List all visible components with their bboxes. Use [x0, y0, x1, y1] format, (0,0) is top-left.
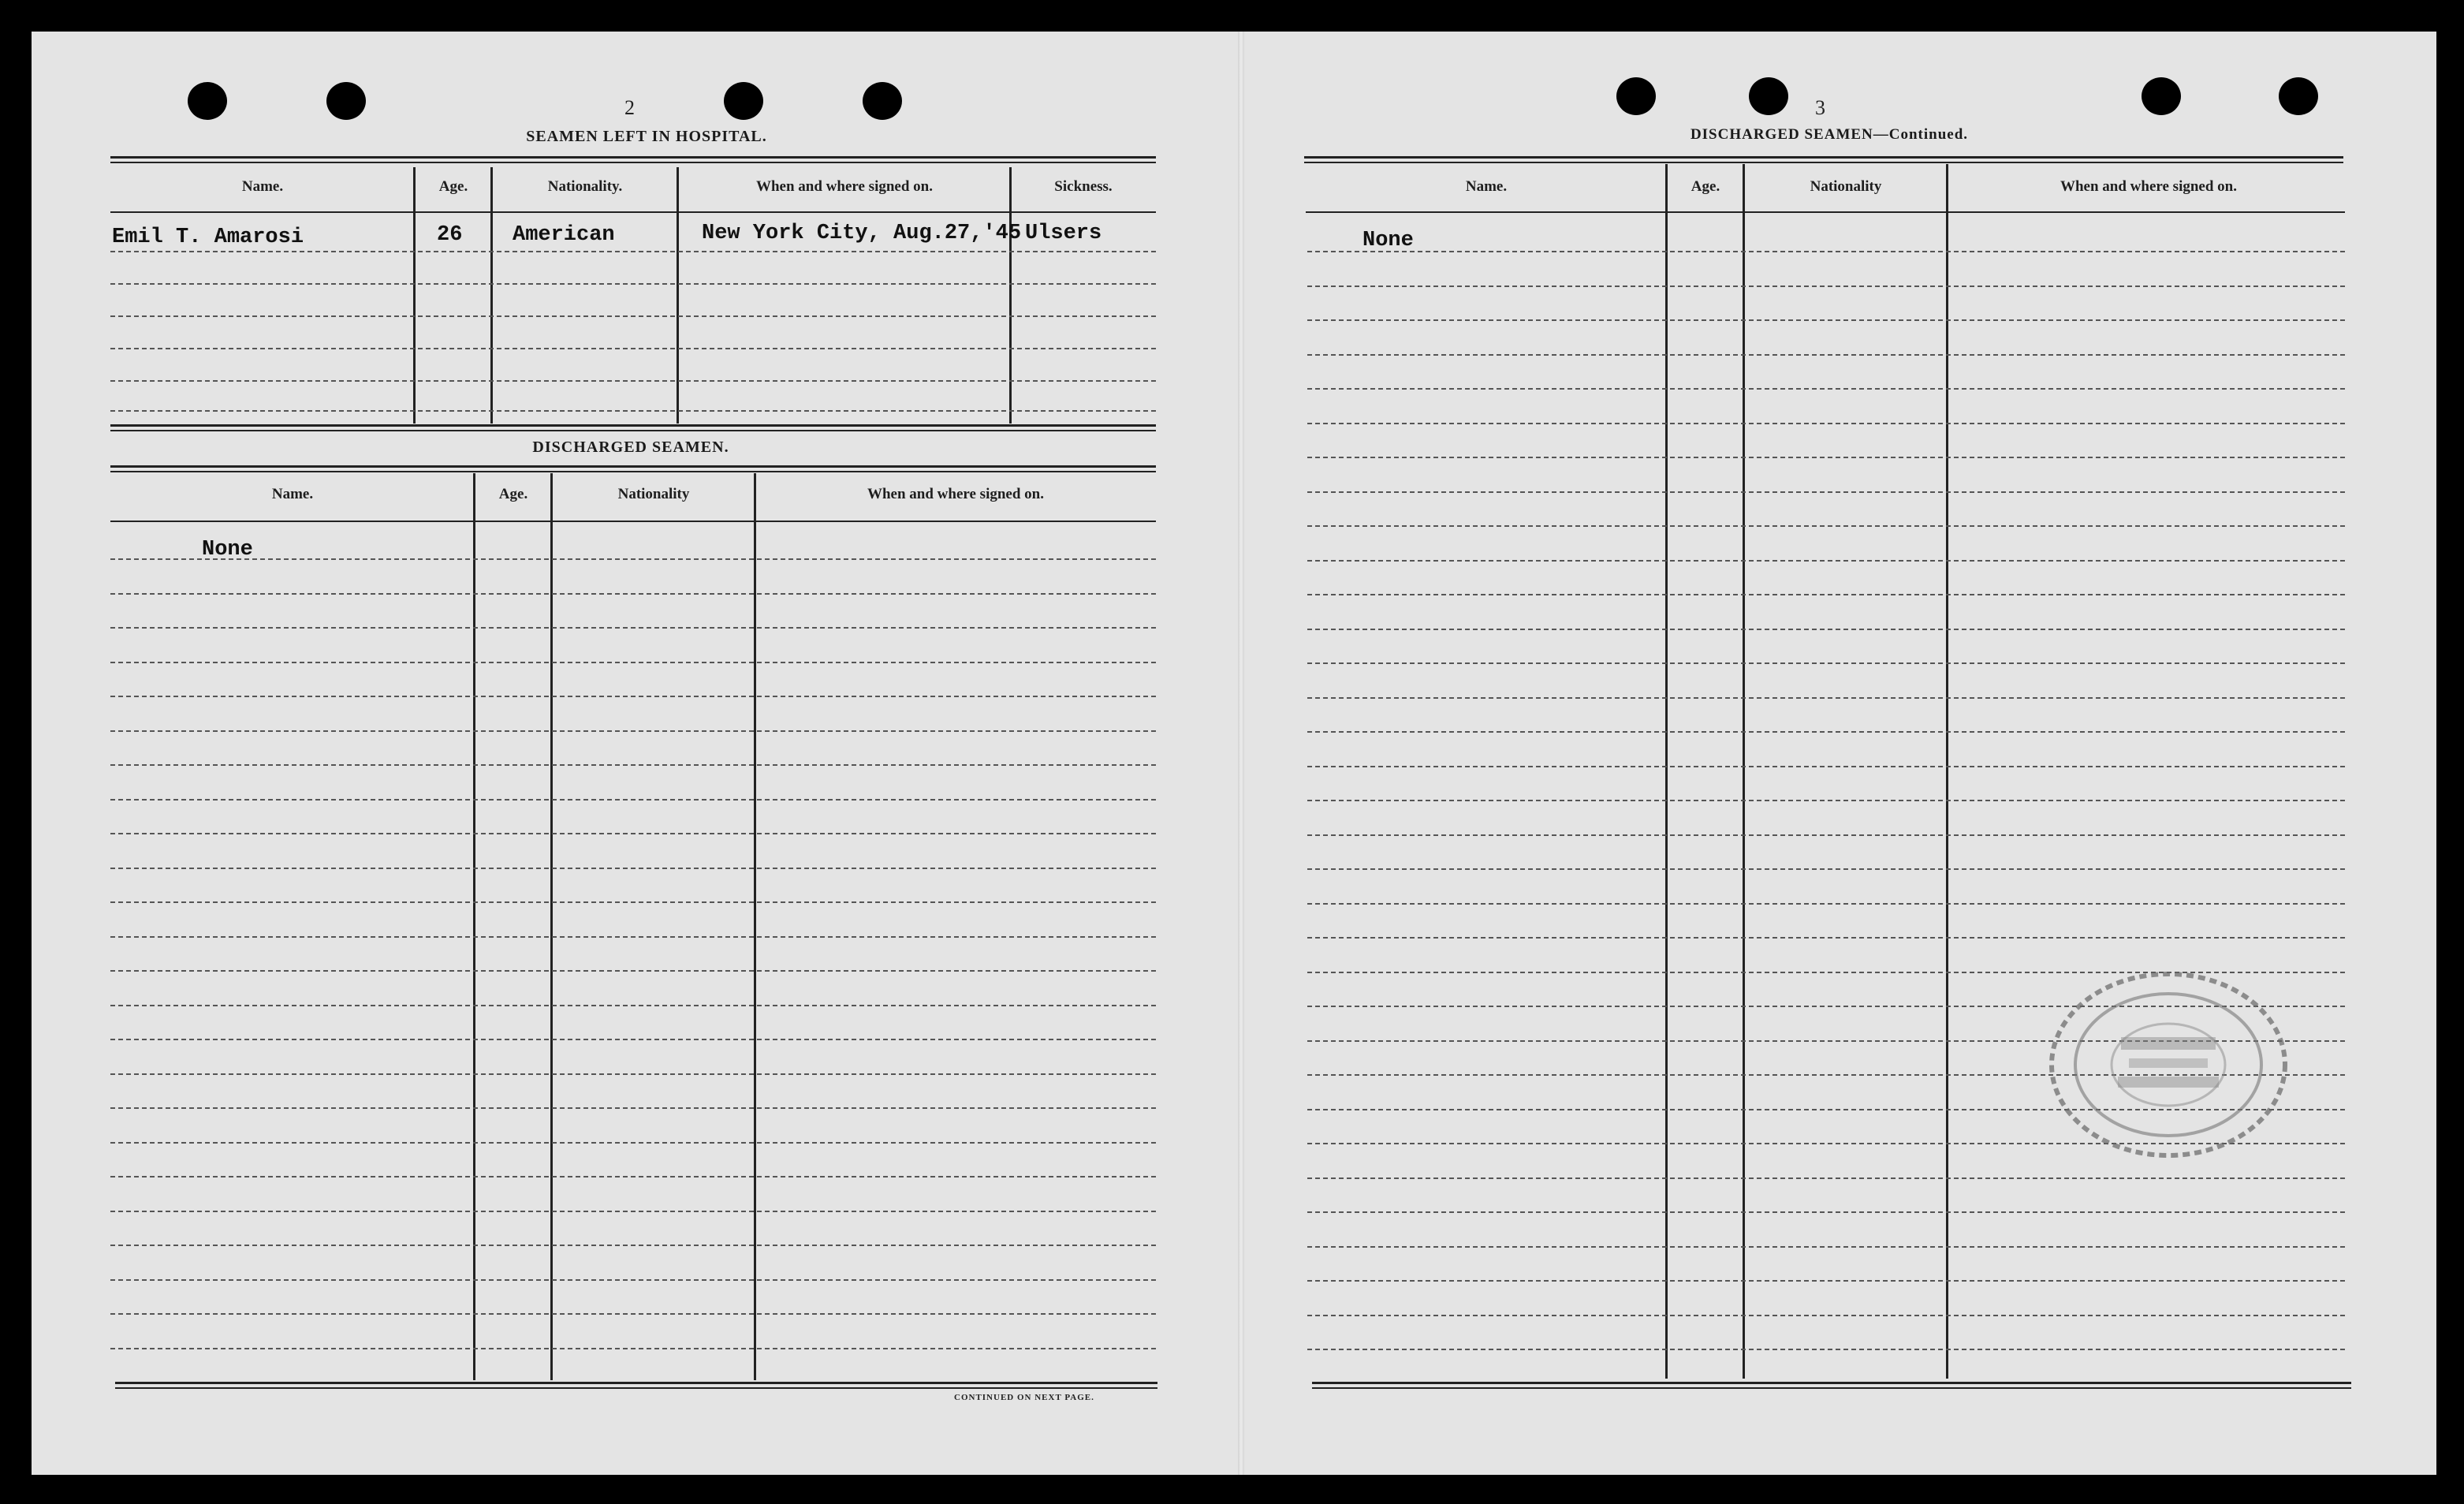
table-row-line: [1307, 766, 2345, 767]
table-row-line: [1307, 1349, 2345, 1350]
page-number-right: 3: [1815, 96, 1825, 119]
table-row-line: [110, 1313, 1156, 1315]
hospital-seaman-name: Emil T. Amarosi: [112, 226, 304, 249]
table-row-line: [110, 1107, 1156, 1109]
hospital-bottom-rule: [110, 430, 1156, 431]
table-row-line: [110, 627, 1156, 629]
hospital-section-title: SEAMEN LEFT IN HOSPITAL.: [526, 128, 767, 145]
punch-hole: [724, 82, 763, 120]
right-header-age: Age.: [1691, 178, 1720, 195]
right-column-divider: [1743, 164, 1745, 1379]
punch-hole: [188, 82, 227, 120]
hospital-seaman-nationality: American: [513, 223, 615, 247]
discharged-bottom-rule: [115, 1382, 1157, 1384]
table-row-line: [1307, 1177, 2345, 1179]
table-row-line: [1307, 594, 2345, 595]
table-row-line: [110, 1176, 1156, 1177]
table-row-line: [1307, 423, 2345, 424]
right-header-signed-on: When and where signed on.: [2060, 178, 2237, 195]
discharged-header-signed-on: When and where signed on.: [867, 486, 1044, 502]
table-row-line: [1307, 1280, 2345, 1282]
hospital-column-divider: [677, 167, 679, 424]
table-row-line: [110, 251, 1156, 252]
discharged-section-title: DISCHARGED SEAMEN.: [532, 439, 729, 456]
table-row-line: [1307, 937, 2345, 939]
hospital-top-rule: [110, 162, 1156, 163]
right-header-name: Name.: [1465, 178, 1508, 195]
table-row-line: [110, 799, 1156, 801]
right-top-rule: [1304, 162, 2343, 163]
discharged-header-nationality: Nationality: [617, 486, 690, 502]
table-row-line: [1307, 903, 2345, 905]
table-row-line: [1307, 491, 2345, 493]
discharged-top-rule: [110, 465, 1156, 468]
hospital-column-divider: [490, 167, 493, 424]
table-row-line: [110, 558, 1156, 560]
table-row-line: [1307, 800, 2345, 801]
discharged-header-rule: [110, 521, 1156, 522]
table-row-line: [110, 410, 1156, 412]
table-row-line: [1307, 354, 2345, 356]
table-row-line: [110, 1073, 1156, 1075]
postmark-stamp: [2042, 962, 2294, 1167]
hospital-column-divider: [413, 167, 416, 424]
page-number-left: 2: [624, 96, 635, 119]
table-row-line: [110, 662, 1156, 663]
table-row-line: [110, 1279, 1156, 1281]
continued-footer: CONTINUED ON NEXT PAGE.: [954, 1393, 1094, 1402]
table-row-line: [110, 868, 1156, 869]
table-row-line: [1307, 560, 2345, 562]
punch-hole: [2142, 77, 2181, 115]
discharged-bottom-rule: [115, 1387, 1157, 1389]
table-row-line: [110, 1039, 1156, 1040]
hospital-seaman-signed-on: New York City, Aug.27,'45: [702, 222, 1022, 245]
discharged-header-name: Name.: [271, 486, 314, 502]
table-row-line: [110, 901, 1156, 903]
table-row-line: [110, 1142, 1156, 1144]
table-row-line: [1307, 319, 2345, 321]
right-entry: None: [1362, 229, 1414, 252]
hospital-header-name: Name.: [241, 178, 284, 195]
table-row-line: [1307, 251, 2345, 252]
hospital-header-sickness: Sickness.: [1054, 178, 1113, 195]
punch-hole: [863, 82, 902, 120]
right-column-divider: [1665, 164, 1668, 1379]
hospital-header-rule: [110, 211, 1156, 213]
hospital-seaman-sickness: Ulsers: [1025, 222, 1102, 245]
table-row-line: [1307, 834, 2345, 836]
hospital-header-signed-on: When and where signed on.: [755, 178, 933, 195]
page-fold: [1238, 32, 1244, 1475]
document-sheet: [32, 32, 2436, 1475]
table-row-line: [110, 764, 1156, 766]
hospital-top-rule: [110, 156, 1156, 159]
right-bottom-rule: [1312, 1387, 2351, 1389]
table-row-line: [110, 593, 1156, 595]
table-row-line: [1307, 525, 2345, 527]
hospital-header-age: Age.: [438, 178, 468, 195]
table-row-line: [110, 970, 1156, 972]
table-row-line: [1307, 1315, 2345, 1316]
table-row-line: [110, 696, 1156, 697]
table-row-line: [1307, 731, 2345, 733]
table-row-line: [110, 380, 1156, 382]
right-top-rule: [1304, 156, 2343, 159]
table-row-line: [1307, 1246, 2345, 1248]
punch-hole: [2279, 77, 2318, 115]
table-row-line: [110, 1348, 1156, 1349]
table-row-line: [1307, 868, 2345, 870]
table-row-line: [110, 1245, 1156, 1246]
table-row-line: [1307, 457, 2345, 458]
right-column-divider: [1946, 164, 1948, 1379]
table-row-line: [110, 1005, 1156, 1006]
continued-section-title: DISCHARGED SEAMEN—Continued.: [1690, 126, 1969, 143]
table-row-line: [110, 730, 1156, 732]
table-row-line: [1307, 697, 2345, 699]
table-row-line: [1307, 662, 2345, 664]
table-row-line: [1307, 1211, 2345, 1213]
hospital-seaman-age: 26: [437, 223, 463, 247]
right-header-nationality: Nationality: [1810, 178, 1882, 195]
punch-hole: [1749, 77, 1788, 115]
right-header-rule: [1306, 211, 2345, 213]
discharged-entry: None: [202, 538, 253, 562]
table-row-line: [110, 1211, 1156, 1212]
hospital-header-nationality: Nationality.: [547, 178, 623, 195]
table-row-line: [110, 936, 1156, 938]
table-row-line: [110, 833, 1156, 834]
right-bottom-rule: [1312, 1382, 2351, 1384]
table-row-line: [110, 348, 1156, 349]
discharged-top-rule: [110, 471, 1156, 472]
table-row-line: [1307, 629, 2345, 630]
table-row-line: [110, 283, 1156, 285]
table-row-line: [1307, 285, 2345, 287]
table-row-line: [1307, 388, 2345, 390]
punch-hole: [326, 82, 366, 120]
hospital-column-divider: [1009, 167, 1012, 424]
punch-hole: [1616, 77, 1656, 115]
table-row-line: [110, 315, 1156, 317]
hospital-bottom-rule: [110, 424, 1156, 427]
discharged-header-age: Age.: [498, 486, 528, 502]
